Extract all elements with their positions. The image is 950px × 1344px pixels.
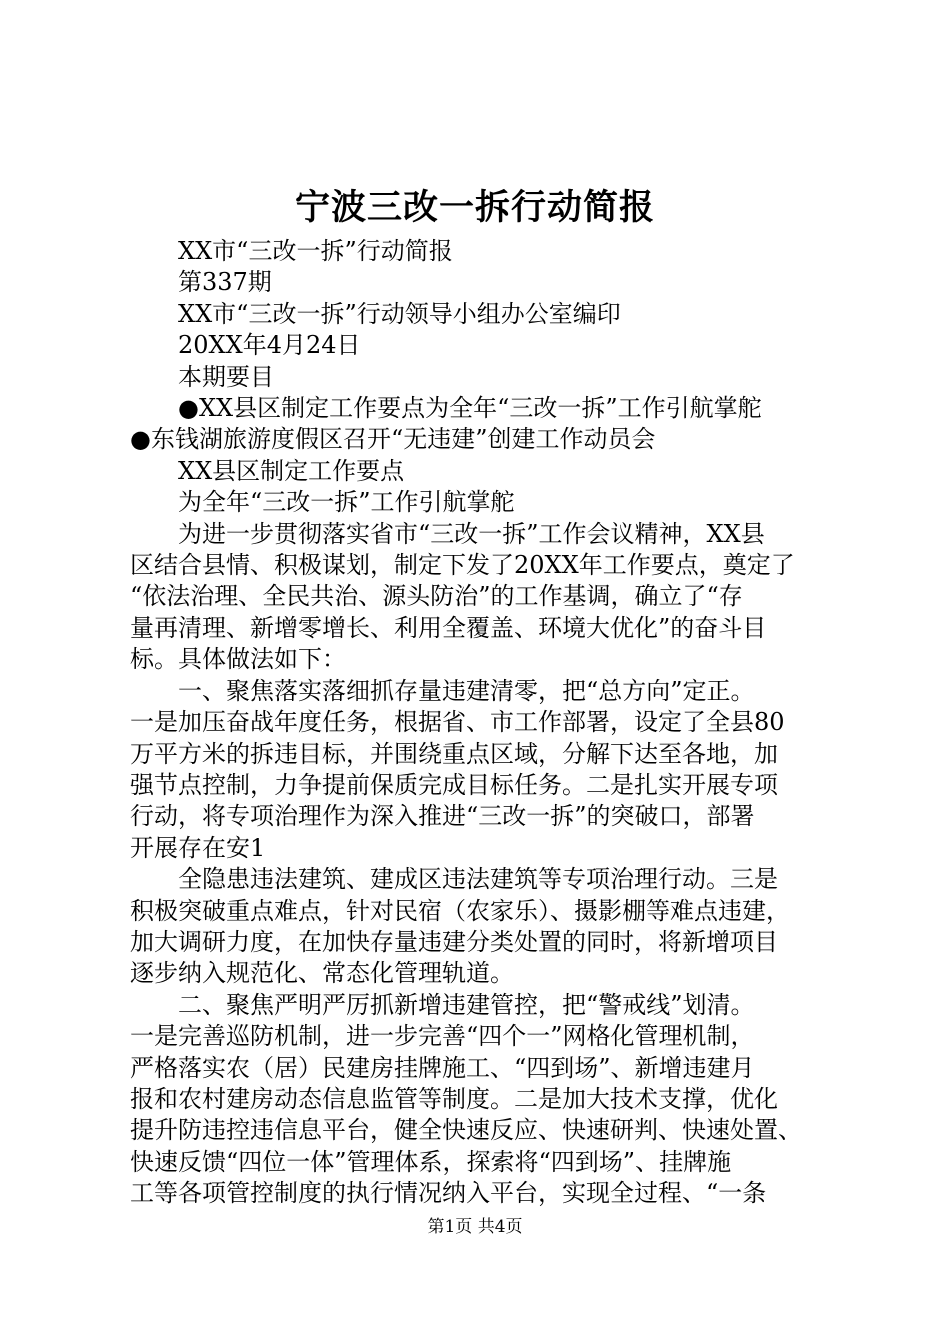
text-line: 标。具体做法如下： [130,645,346,674]
text-line: 积极突破重点难点，针对民宿（农家乐）、摄影棚等难点违建， [130,896,790,925]
text-line: ●XX县区制定工作要点为全年“三改一拆”工作引航掌舵 [178,394,762,423]
text-line: 加大调研力度，在加快存量违建分类处置的同时，将新增项目 [130,927,778,956]
text-line: 20XX年4月24日 [178,331,361,360]
text-line: 工等各项管控制度的执行情况纳入平台，实现全过程、“一条 [130,1179,767,1208]
document-body [130,236,850,1210]
text-line: 行动，将专项治理作为深入推进“三改一拆”的突破口，部署 [130,802,755,831]
text-line: 本期要目 [178,362,274,391]
text-line: 开展存在安1 [130,833,266,862]
text-line: 严格落实农（居）民建房挂牌施工、“四到场”、新增违建月 [130,1053,755,1082]
text-line: 报和农村建房动态信息监管等制度。二是加大技术支撑，优化 [130,1084,778,1113]
text-line: XX县区制定工作要点 [178,456,405,485]
text-line: 快速反馈“四位一体”管理体系，探索将“四到场”、挂牌施 [130,1147,732,1176]
text-line: 为进一步贯彻落实省市“三改一拆”工作会议精神，XX县 [178,519,765,548]
text-line: “依法治理、全民共治、源头防治”的工作基调，确立了“存 [130,582,743,611]
text-line: 一、聚焦落实落细抓存量违建清零，把“总方向”定正。 [178,676,755,705]
document-title: 宁波三改一拆行动简报 [294,187,655,228]
text-line: 万平方米的拆违目标，并围绕重点区域，分解下达至各地，加 [130,739,778,768]
text-line: 提升防违控违信息平台，健全快速反应、快速研判、快速处置、 [130,1116,802,1145]
text-line: 全隐患违法建筑、建成区违法建筑等专项治理行动。三是 [178,865,778,894]
text-line: 二、聚焦严明严厉抓新增违建管控，把“警戒线”划清。 [178,990,755,1019]
text-line: 量再清理、新增零增长、利用全覆盖、环境大优化”的奋斗目 [130,613,767,642]
text-line: ●东钱湖旅游度假区召开“无违建”创建工作动员会 [130,425,656,454]
text-line: 一是完善巡防机制，进一步完善“四个一”网格化管理机制， [130,1022,755,1051]
text-line: 区结合县情、积极谋划，制定下发了20XX年工作要点，奠定了 [130,551,795,580]
text-line: XX市“三改一拆”行动简报 [178,237,453,265]
page-footer: 第1页 共4页 [427,1217,523,1237]
text-line: 为全年“三改一拆”工作引航掌舵 [178,488,515,517]
text-line: 强节点控制，力争提前保质完成目标任务。二是扎实开展专项 [130,770,778,799]
text-line: 第337期 [178,268,272,297]
text-line: 逐步纳入规范化、常态化管理轨道。 [130,959,514,988]
text-line: 一是加压奋战年度任务，根据省、市工作部署，设定了全县80 [130,708,785,737]
text-line: XX市“三改一拆”行动领导小组办公室编印 [178,299,621,328]
